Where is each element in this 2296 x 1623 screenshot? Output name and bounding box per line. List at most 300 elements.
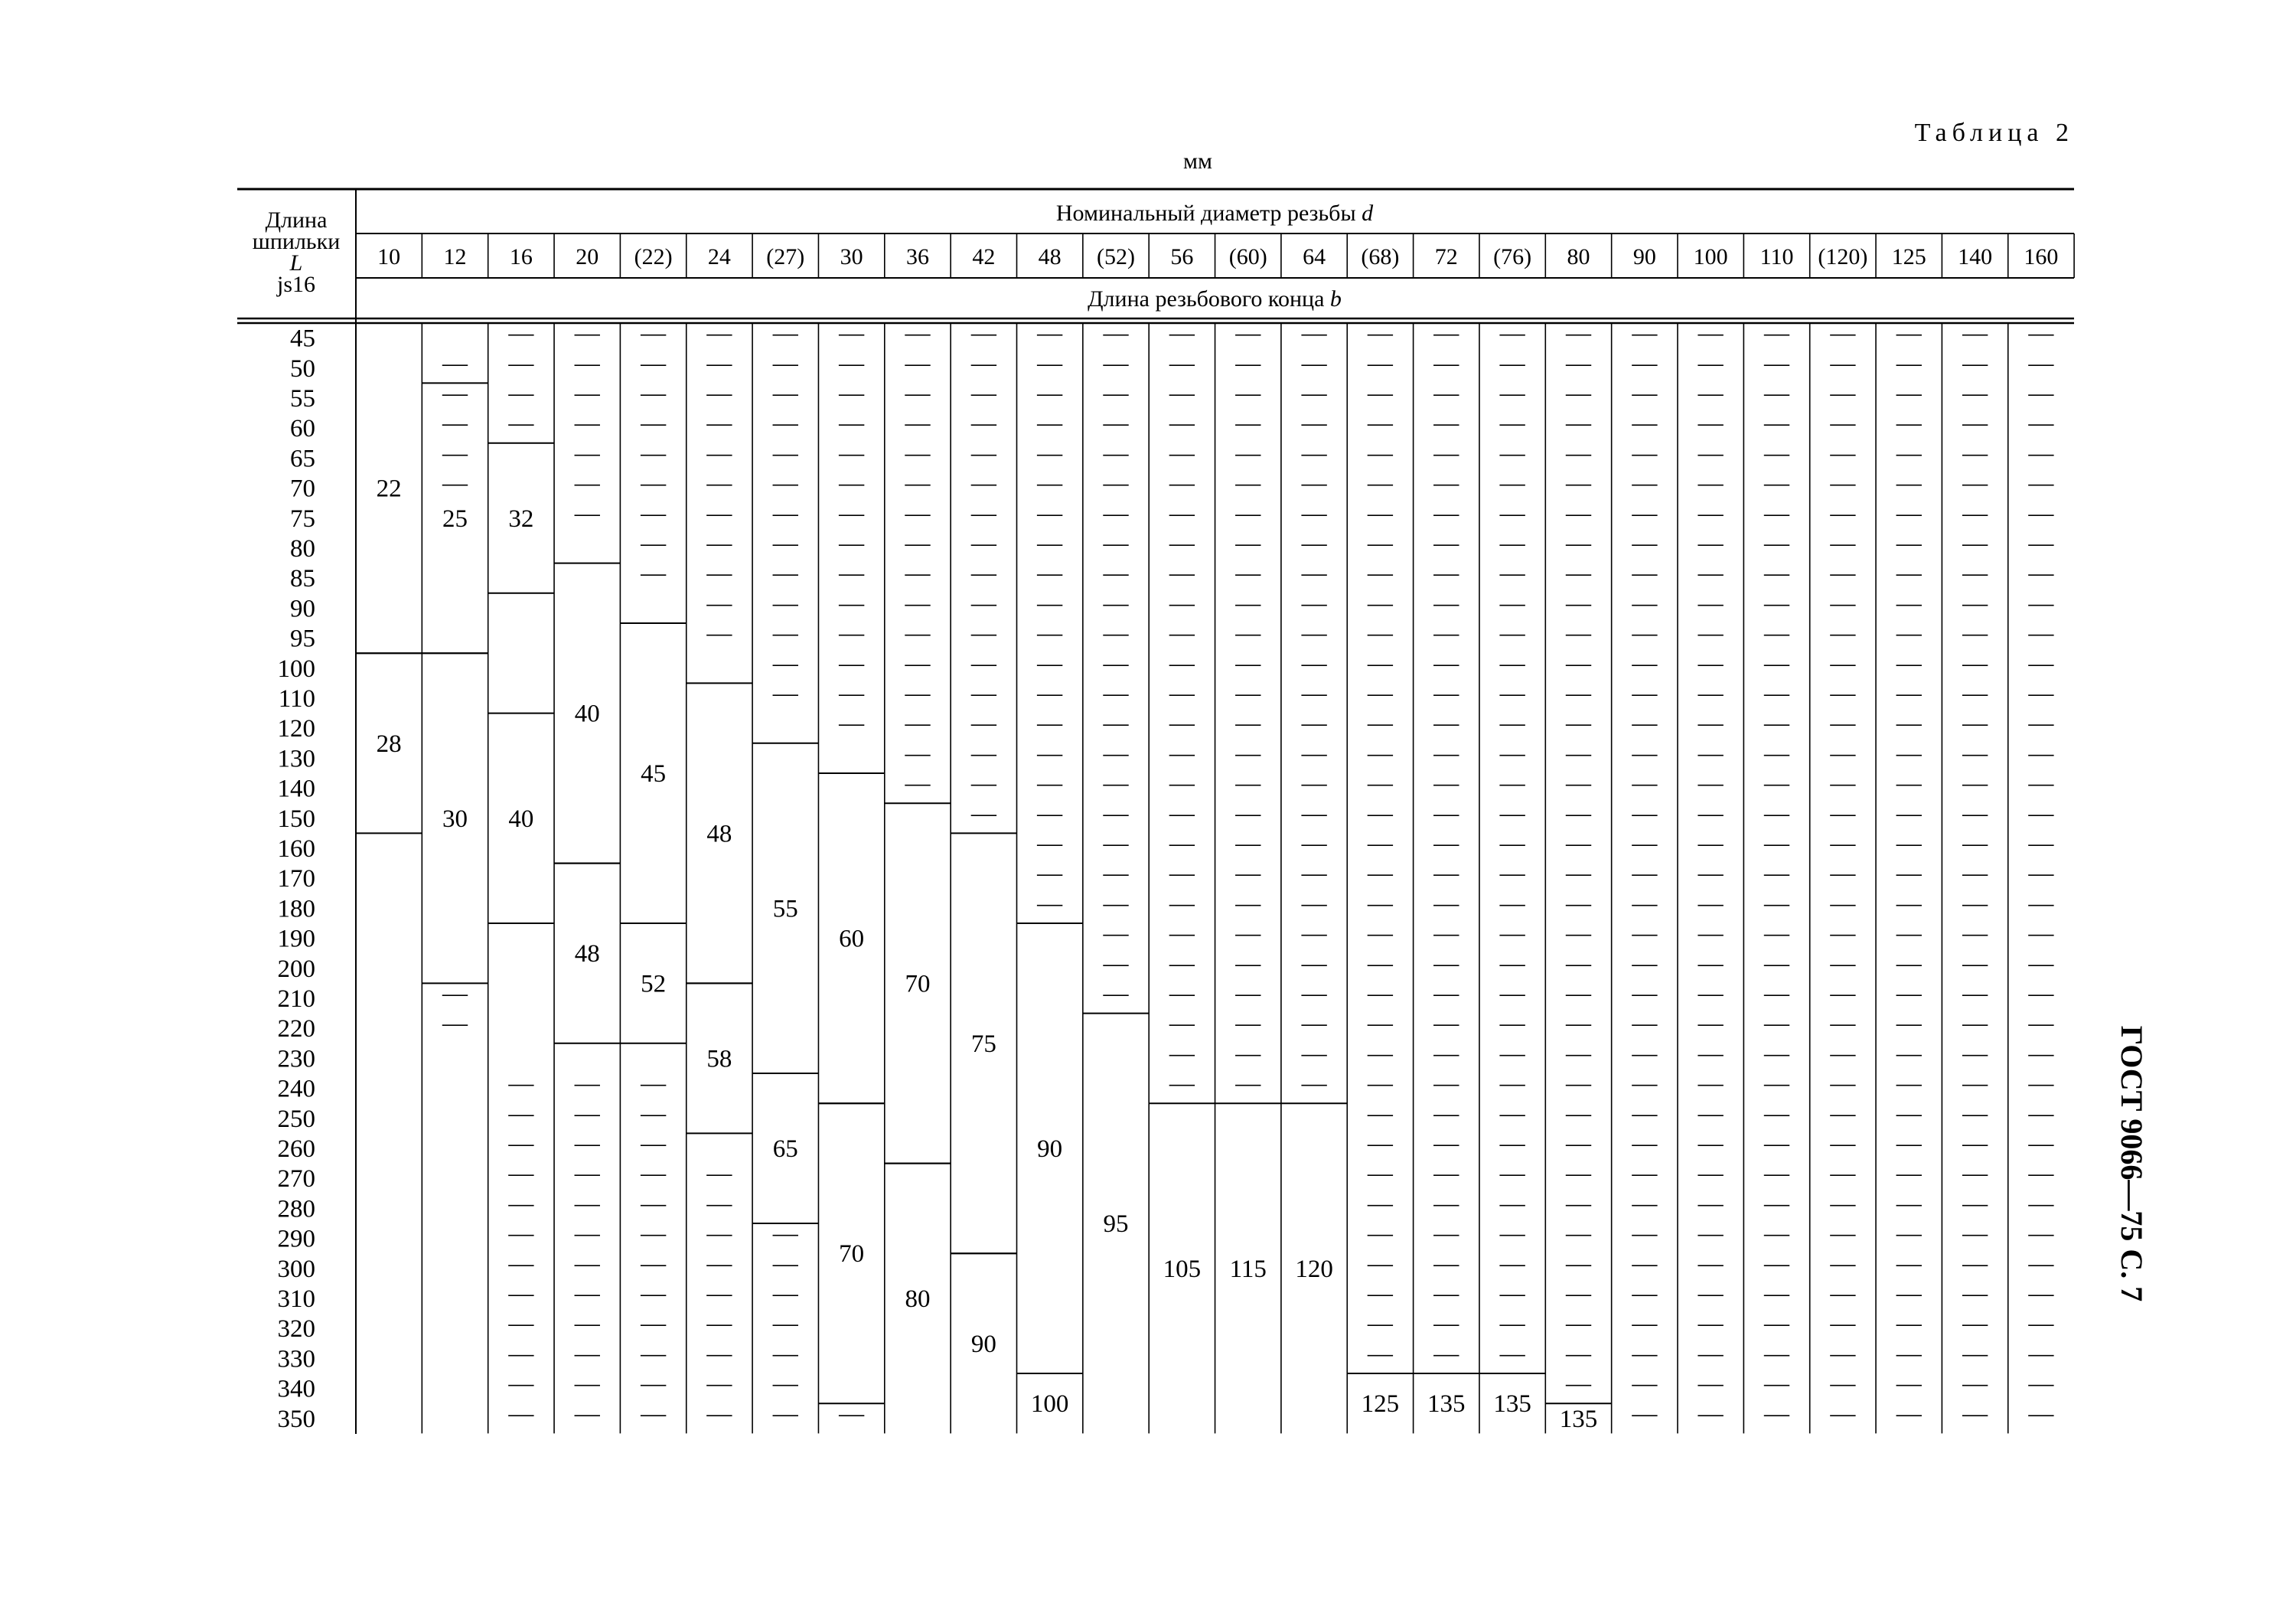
dash-cell: —	[1235, 1040, 1261, 1068]
dash-cell: —	[1698, 1399, 1724, 1428]
dash-cell: —	[2028, 439, 2054, 468]
dash-cell: —	[905, 410, 931, 438]
dash-cell: —	[1896, 1040, 1922, 1068]
length-label: 85	[290, 565, 315, 593]
dash-cell: —	[1698, 1160, 1724, 1188]
diameter-header: (27)	[766, 244, 805, 269]
col-group-header-symbol: d	[1362, 201, 1374, 226]
dash-cell: —	[1565, 860, 1591, 888]
dash-cell: —	[1565, 680, 1591, 707]
dash-cell: —	[1896, 589, 1922, 618]
dash-cell: —	[1433, 769, 1459, 798]
diameter-header: 110	[1760, 244, 1794, 269]
dash-cell: —	[641, 1220, 667, 1248]
dash-cell: —	[2028, 1040, 2054, 1068]
length-label: 140	[277, 775, 315, 803]
dash-cell: —	[574, 1130, 600, 1158]
dash-cell: —	[772, 1310, 798, 1338]
dash-cell: —	[1499, 1249, 1525, 1278]
dash-cell: —	[706, 410, 732, 438]
dash-cell: —	[1962, 1190, 1988, 1218]
dash-cell: —	[839, 499, 865, 527]
dash-cell: —	[1565, 949, 1591, 978]
dash-cell: —	[1301, 1069, 1327, 1098]
dash-cell: —	[1565, 1280, 1591, 1308]
dash-cell: —	[1433, 1040, 1459, 1068]
dash-cell: —	[1169, 680, 1195, 707]
sub-header	[1088, 286, 1342, 312]
value-cell: 48	[706, 820, 732, 848]
dash-cell: —	[1764, 410, 1790, 438]
dash-cell: —	[1830, 349, 1856, 377]
dash-cell: —	[1830, 1040, 1856, 1068]
dash-cell: —	[1103, 319, 1129, 348]
dash-cell: —	[1896, 649, 1922, 678]
dash-cell: —	[2028, 1340, 2054, 1368]
dash-cell: —	[1764, 560, 1790, 588]
dash-cell: —	[2028, 980, 2054, 1007]
dash-cell: —	[1433, 1249, 1459, 1278]
dash-cell: —	[1830, 530, 1856, 557]
dash-cell: —	[1698, 1370, 1724, 1398]
dash-cell: —	[1962, 1280, 1988, 1308]
dash-cell: —	[1698, 949, 1724, 978]
dash-cell: —	[970, 680, 996, 707]
dash-cell: —	[2028, 949, 2054, 978]
dash-cell: —	[1499, 830, 1525, 857]
dash-cell: —	[574, 319, 600, 348]
dash-cell: —	[1565, 499, 1591, 527]
dash-cell: —	[1698, 1280, 1724, 1308]
dash-cell: —	[1499, 769, 1525, 798]
dash-cell: —	[574, 1160, 600, 1188]
dash-cell: —	[1962, 890, 1988, 918]
dash-cell: —	[1632, 860, 1658, 888]
dash-cell: —	[905, 349, 931, 377]
dash-cell: —	[1896, 1130, 1922, 1158]
dash-cell: —	[1499, 439, 1525, 468]
dash-cell: —	[1764, 1160, 1790, 1188]
dash-cell: —	[1632, 740, 1658, 768]
length-label: 220	[277, 1015, 315, 1043]
length-label: 80	[290, 535, 315, 563]
dash-cell: —	[1830, 680, 1856, 707]
dash-cell: —	[1565, 619, 1591, 648]
length-label: 350	[277, 1405, 315, 1433]
dash-cell: —	[1764, 919, 1790, 948]
dash-cell: —	[574, 1370, 600, 1398]
dash-cell: —	[1433, 1130, 1459, 1158]
dash-cell: —	[706, 1340, 732, 1368]
dash-cell: —	[1830, 649, 1856, 678]
dash-cell: —	[1896, 499, 1922, 527]
dash-cell: —	[905, 649, 931, 678]
dash-cell: —	[1565, 1040, 1591, 1068]
dash-cell: —	[1830, 1099, 1856, 1128]
dash-cell: —	[1764, 1280, 1790, 1308]
dash-cell: —	[574, 410, 600, 438]
dash-cell: —	[1301, 499, 1327, 527]
dash-cell: —	[1499, 740, 1525, 768]
dash-cell: —	[1565, 710, 1591, 738]
length-label: 60	[290, 415, 315, 443]
dash-cell: —	[1169, 589, 1195, 618]
dash-cell: —	[905, 710, 931, 738]
value-cell: 135	[1493, 1390, 1531, 1419]
length-label: 210	[277, 985, 315, 1013]
dash-cell: —	[508, 319, 534, 348]
dash-cell: —	[1499, 1280, 1525, 1308]
dash-cell: —	[1235, 619, 1261, 648]
dash-cell: —	[1169, 799, 1195, 828]
dash-cell: —	[1103, 560, 1129, 588]
dash-cell: —	[1962, 1099, 1988, 1128]
length-label: 65	[290, 445, 315, 473]
dash-cell: —	[1367, 530, 1393, 557]
dash-cell: —	[1103, 740, 1129, 768]
dash-cell: —	[1565, 830, 1591, 857]
dash-cell: —	[1301, 890, 1327, 918]
dash-cell: —	[1632, 649, 1658, 678]
length-label: 230	[277, 1045, 315, 1073]
dash-cell: —	[2028, 1069, 2054, 1098]
dash-cell: —	[1830, 1190, 1856, 1218]
dash-cell: —	[1169, 560, 1195, 588]
dash-cell: —	[1301, 919, 1327, 948]
dash-cell: —	[1896, 439, 1922, 468]
dash-cell: —	[1830, 890, 1856, 918]
dash-cell: —	[1301, 740, 1327, 768]
dash-cell: —	[2028, 860, 2054, 888]
dash-cell: —	[2028, 1399, 2054, 1428]
dash-cell: —	[772, 680, 798, 707]
dash-cell: —	[2028, 1010, 2054, 1038]
dash-cell: —	[1565, 1160, 1591, 1188]
dash-cell: —	[1896, 860, 1922, 888]
dash-cell: —	[1037, 589, 1063, 618]
dash-cell: —	[772, 1340, 798, 1368]
dash-cell: —	[1698, 1099, 1724, 1128]
dash-cell: —	[1433, 980, 1459, 1007]
dash-cell: —	[2028, 469, 2054, 498]
dash-cell: —	[1169, 740, 1195, 768]
dash-cell: —	[1632, 1310, 1658, 1338]
dash-cell: —	[508, 1099, 534, 1128]
dash-cell: —	[508, 1220, 534, 1248]
dash-cell: —	[1632, 1190, 1658, 1218]
value-cell: 22	[376, 475, 402, 503]
dash-cell: —	[970, 319, 996, 348]
dash-cell: —	[1301, 769, 1327, 798]
dash-cell: —	[772, 499, 798, 527]
dash-cell: —	[1632, 980, 1658, 1007]
dash-cell: —	[2028, 410, 2054, 438]
dash-cell: —	[1698, 830, 1724, 857]
dash-cell: —	[1235, 349, 1261, 377]
dash-cell: —	[1169, 890, 1195, 918]
dash-cell: —	[1235, 469, 1261, 498]
dash-cell: —	[1632, 1280, 1658, 1308]
dash-cell: —	[1830, 710, 1856, 738]
dash-cell: —	[1896, 890, 1922, 918]
dash-cell: —	[1830, 1010, 1856, 1038]
dash-cell: —	[1962, 380, 1988, 407]
dash-cell: —	[970, 710, 996, 738]
length-label: 170	[277, 865, 315, 893]
dash-cell: —	[1433, 349, 1459, 377]
dash-cell: —	[1301, 319, 1327, 348]
dash-cell: —	[1367, 860, 1393, 888]
dash-cell: —	[1037, 619, 1063, 648]
dash-cell: —	[641, 1099, 667, 1128]
dash-cell: —	[706, 1160, 732, 1188]
dash-cell: —	[1896, 1310, 1922, 1338]
diameter-header: (120)	[1818, 244, 1868, 269]
dash-cell: —	[1235, 919, 1261, 948]
dash-cell: —	[641, 1249, 667, 1278]
dash-cell: —	[574, 1249, 600, 1278]
dash-cell: —	[1764, 680, 1790, 707]
dash-cell: —	[1698, 349, 1724, 377]
dash-cell: —	[1698, 530, 1724, 557]
dash-cell: —	[442, 980, 468, 1007]
dash-cell: —	[1830, 589, 1856, 618]
dash-cell: —	[772, 410, 798, 438]
dash-cell: —	[574, 1310, 600, 1338]
dash-cell: —	[1632, 1370, 1658, 1398]
dash-cell: —	[574, 349, 600, 377]
dash-cell: —	[508, 1310, 534, 1338]
dash-cell: —	[1764, 830, 1790, 857]
dash-cell: —	[1433, 1190, 1459, 1218]
dash-cell: —	[1962, 619, 1988, 648]
dash-cell: —	[1367, 830, 1393, 857]
dash-cell: —	[1499, 380, 1525, 407]
dash-cell: —	[1830, 469, 1856, 498]
dash-cell: —	[1499, 560, 1525, 588]
dash-cell: —	[1698, 769, 1724, 798]
dash-cell: —	[641, 1190, 667, 1218]
dash-cell: —	[1367, 1340, 1393, 1368]
dash-cell: —	[1565, 1340, 1591, 1368]
dash-cell: —	[641, 349, 667, 377]
dash-cell: —	[1632, 1399, 1658, 1428]
dash-cell: —	[2028, 1280, 2054, 1308]
dash-cell: —	[1764, 1130, 1790, 1158]
dash-cell: —	[1301, 1040, 1327, 1068]
dash-cell: —	[1896, 799, 1922, 828]
dash-cell: —	[1367, 949, 1393, 978]
dash-cell: —	[1433, 560, 1459, 588]
dash-cell: —	[1433, 410, 1459, 438]
dash-cell: —	[574, 1340, 600, 1368]
dash-cell: —	[772, 530, 798, 557]
length-label: 260	[277, 1135, 315, 1163]
dash-cell: —	[1037, 499, 1063, 527]
dash-cell: —	[1632, 410, 1658, 438]
dash-cell: —	[2028, 1190, 2054, 1218]
dash-cell: —	[1367, 890, 1393, 918]
dash-cell: —	[1764, 1040, 1790, 1068]
dash-cell: —	[905, 319, 931, 348]
dash-cell: —	[1301, 560, 1327, 588]
dash-cell: —	[1169, 349, 1195, 377]
dash-cell: —	[2028, 530, 2054, 557]
dash-cell: —	[1632, 439, 1658, 468]
dash-cell: —	[2028, 349, 2054, 377]
dash-cell: —	[1499, 589, 1525, 618]
dash-cell: —	[641, 380, 667, 407]
diameter-header: 42	[972, 244, 996, 269]
dash-cell: —	[1235, 860, 1261, 888]
dash-cell: —	[1367, 499, 1393, 527]
value-cell: 25	[442, 505, 468, 533]
dash-cell: —	[1235, 1010, 1261, 1038]
dash-cell: —	[1367, 380, 1393, 407]
dash-cell: —	[1962, 1040, 1988, 1068]
dash-cell: —	[1830, 1069, 1856, 1098]
length-label: 300	[277, 1255, 315, 1283]
dash-cell: —	[1367, 560, 1393, 588]
diameter-header: 125	[1891, 244, 1926, 269]
dash-cell: —	[1103, 499, 1129, 527]
dash-cell: —	[1698, 980, 1724, 1007]
dash-cell: —	[1632, 380, 1658, 407]
dash-cell: —	[1565, 1370, 1591, 1398]
dash-cell: —	[1499, 1340, 1525, 1368]
dash-cell: —	[1037, 410, 1063, 438]
dash-cell: —	[1499, 919, 1525, 948]
length-label: 75	[290, 505, 315, 533]
dash-cell: —	[442, 439, 468, 468]
row-header-line-1: Длина	[265, 207, 328, 233]
dash-cell: —	[905, 619, 931, 648]
dash-cell: —	[1962, 710, 1988, 738]
dash-cell: —	[839, 680, 865, 707]
dash-cell: —	[1632, 710, 1658, 738]
dash-cell: —	[1698, 1340, 1724, 1368]
dash-cell: —	[1962, 799, 1988, 828]
length-label: 280	[277, 1195, 315, 1223]
dash-cell: —	[970, 499, 996, 527]
length-label: 110	[278, 685, 315, 713]
dash-cell: —	[1169, 710, 1195, 738]
dash-cell: —	[2028, 680, 2054, 707]
dash-cell: —	[1830, 769, 1856, 798]
dash-cell: —	[1169, 439, 1195, 468]
dash-cell: —	[1037, 680, 1063, 707]
dash-cell: —	[706, 1310, 732, 1338]
length-label: 90	[290, 595, 315, 623]
dash-cell: —	[1301, 589, 1327, 618]
dash-cell: —	[1367, 1099, 1393, 1128]
dash-cell: —	[1367, 319, 1393, 348]
dash-cell: —	[1698, 740, 1724, 768]
dash-cell: —	[1169, 1010, 1195, 1038]
dash-cell: —	[574, 1190, 600, 1218]
dash-cell: —	[1235, 680, 1261, 707]
value-cell: 90	[970, 1330, 996, 1358]
value-cell: 28	[376, 730, 402, 758]
dash-cell: —	[1632, 890, 1658, 918]
dash-cell: —	[1764, 1310, 1790, 1338]
value-cell: 100	[1030, 1390, 1069, 1419]
dash-cell: —	[1632, 1160, 1658, 1188]
dash-cell: —	[1367, 1220, 1393, 1248]
dash-cell: —	[1433, 799, 1459, 828]
dash-cell: —	[1830, 1160, 1856, 1188]
dash-cell: —	[1632, 1340, 1658, 1368]
length-label: 250	[277, 1105, 315, 1133]
dash-cell: —	[641, 560, 667, 588]
dash-cell: —	[1698, 1310, 1724, 1338]
dash-cell: —	[1698, 890, 1724, 918]
dash-cell: —	[1235, 710, 1261, 738]
dash-cell: —	[1830, 410, 1856, 438]
dash-cell: —	[1764, 980, 1790, 1007]
dash-cell: —	[1499, 1310, 1525, 1338]
dash-cell: —	[1103, 980, 1129, 1007]
dash-cell: —	[1764, 589, 1790, 618]
dash-cell: —	[2028, 1310, 2054, 1338]
dash-cell: —	[1896, 1399, 1922, 1428]
dash-cell: —	[706, 560, 732, 588]
value-cell: 60	[839, 925, 865, 953]
value-cell: 120	[1295, 1255, 1333, 1283]
dash-cell: —	[1764, 1069, 1790, 1098]
dash-cell: —	[1433, 1099, 1459, 1128]
length-label: 70	[290, 475, 315, 503]
diameter-header: 10	[377, 244, 401, 269]
dash-cell: —	[1830, 830, 1856, 857]
dash-cell: —	[1037, 469, 1063, 498]
dash-cell: —	[1433, 530, 1459, 557]
dash-cell: —	[1103, 439, 1129, 468]
dash-cell: —	[1698, 1220, 1724, 1248]
value-cell: 52	[641, 970, 667, 998]
dash-cell: —	[1367, 1249, 1393, 1278]
dash-cell: —	[2028, 919, 2054, 948]
dash-cell: —	[839, 530, 865, 557]
dash-cell: —	[1830, 919, 1856, 948]
dash-cell: —	[641, 530, 667, 557]
dash-cell: —	[1764, 710, 1790, 738]
dash-cell: —	[1698, 589, 1724, 618]
dash-cell: —	[1698, 410, 1724, 438]
value-cell: 40	[508, 805, 534, 833]
dash-cell: —	[772, 1399, 798, 1428]
dash-cell: —	[1301, 380, 1327, 407]
dash-cell: —	[442, 1010, 468, 1038]
dash-cell: —	[574, 439, 600, 468]
dash-cell: —	[1433, 1010, 1459, 1038]
dash-cell: —	[1830, 380, 1856, 407]
diameter-header: 36	[905, 244, 929, 269]
dash-cell: —	[1169, 769, 1195, 798]
dash-cell: —	[1764, 619, 1790, 648]
dash-cell: —	[641, 469, 667, 498]
dash-cell: —	[1301, 410, 1327, 438]
length-label: 190	[277, 925, 315, 953]
dash-cell: —	[1433, 649, 1459, 678]
dash-cell: —	[641, 1280, 667, 1308]
dash-cell: —	[1367, 649, 1393, 678]
dash-cell: —	[1896, 1069, 1922, 1098]
value-cell: 135	[1559, 1405, 1598, 1433]
dash-cell: —	[1962, 1370, 1988, 1398]
value-cell: 80	[905, 1285, 931, 1313]
diameter-header: 90	[1632, 244, 1656, 269]
